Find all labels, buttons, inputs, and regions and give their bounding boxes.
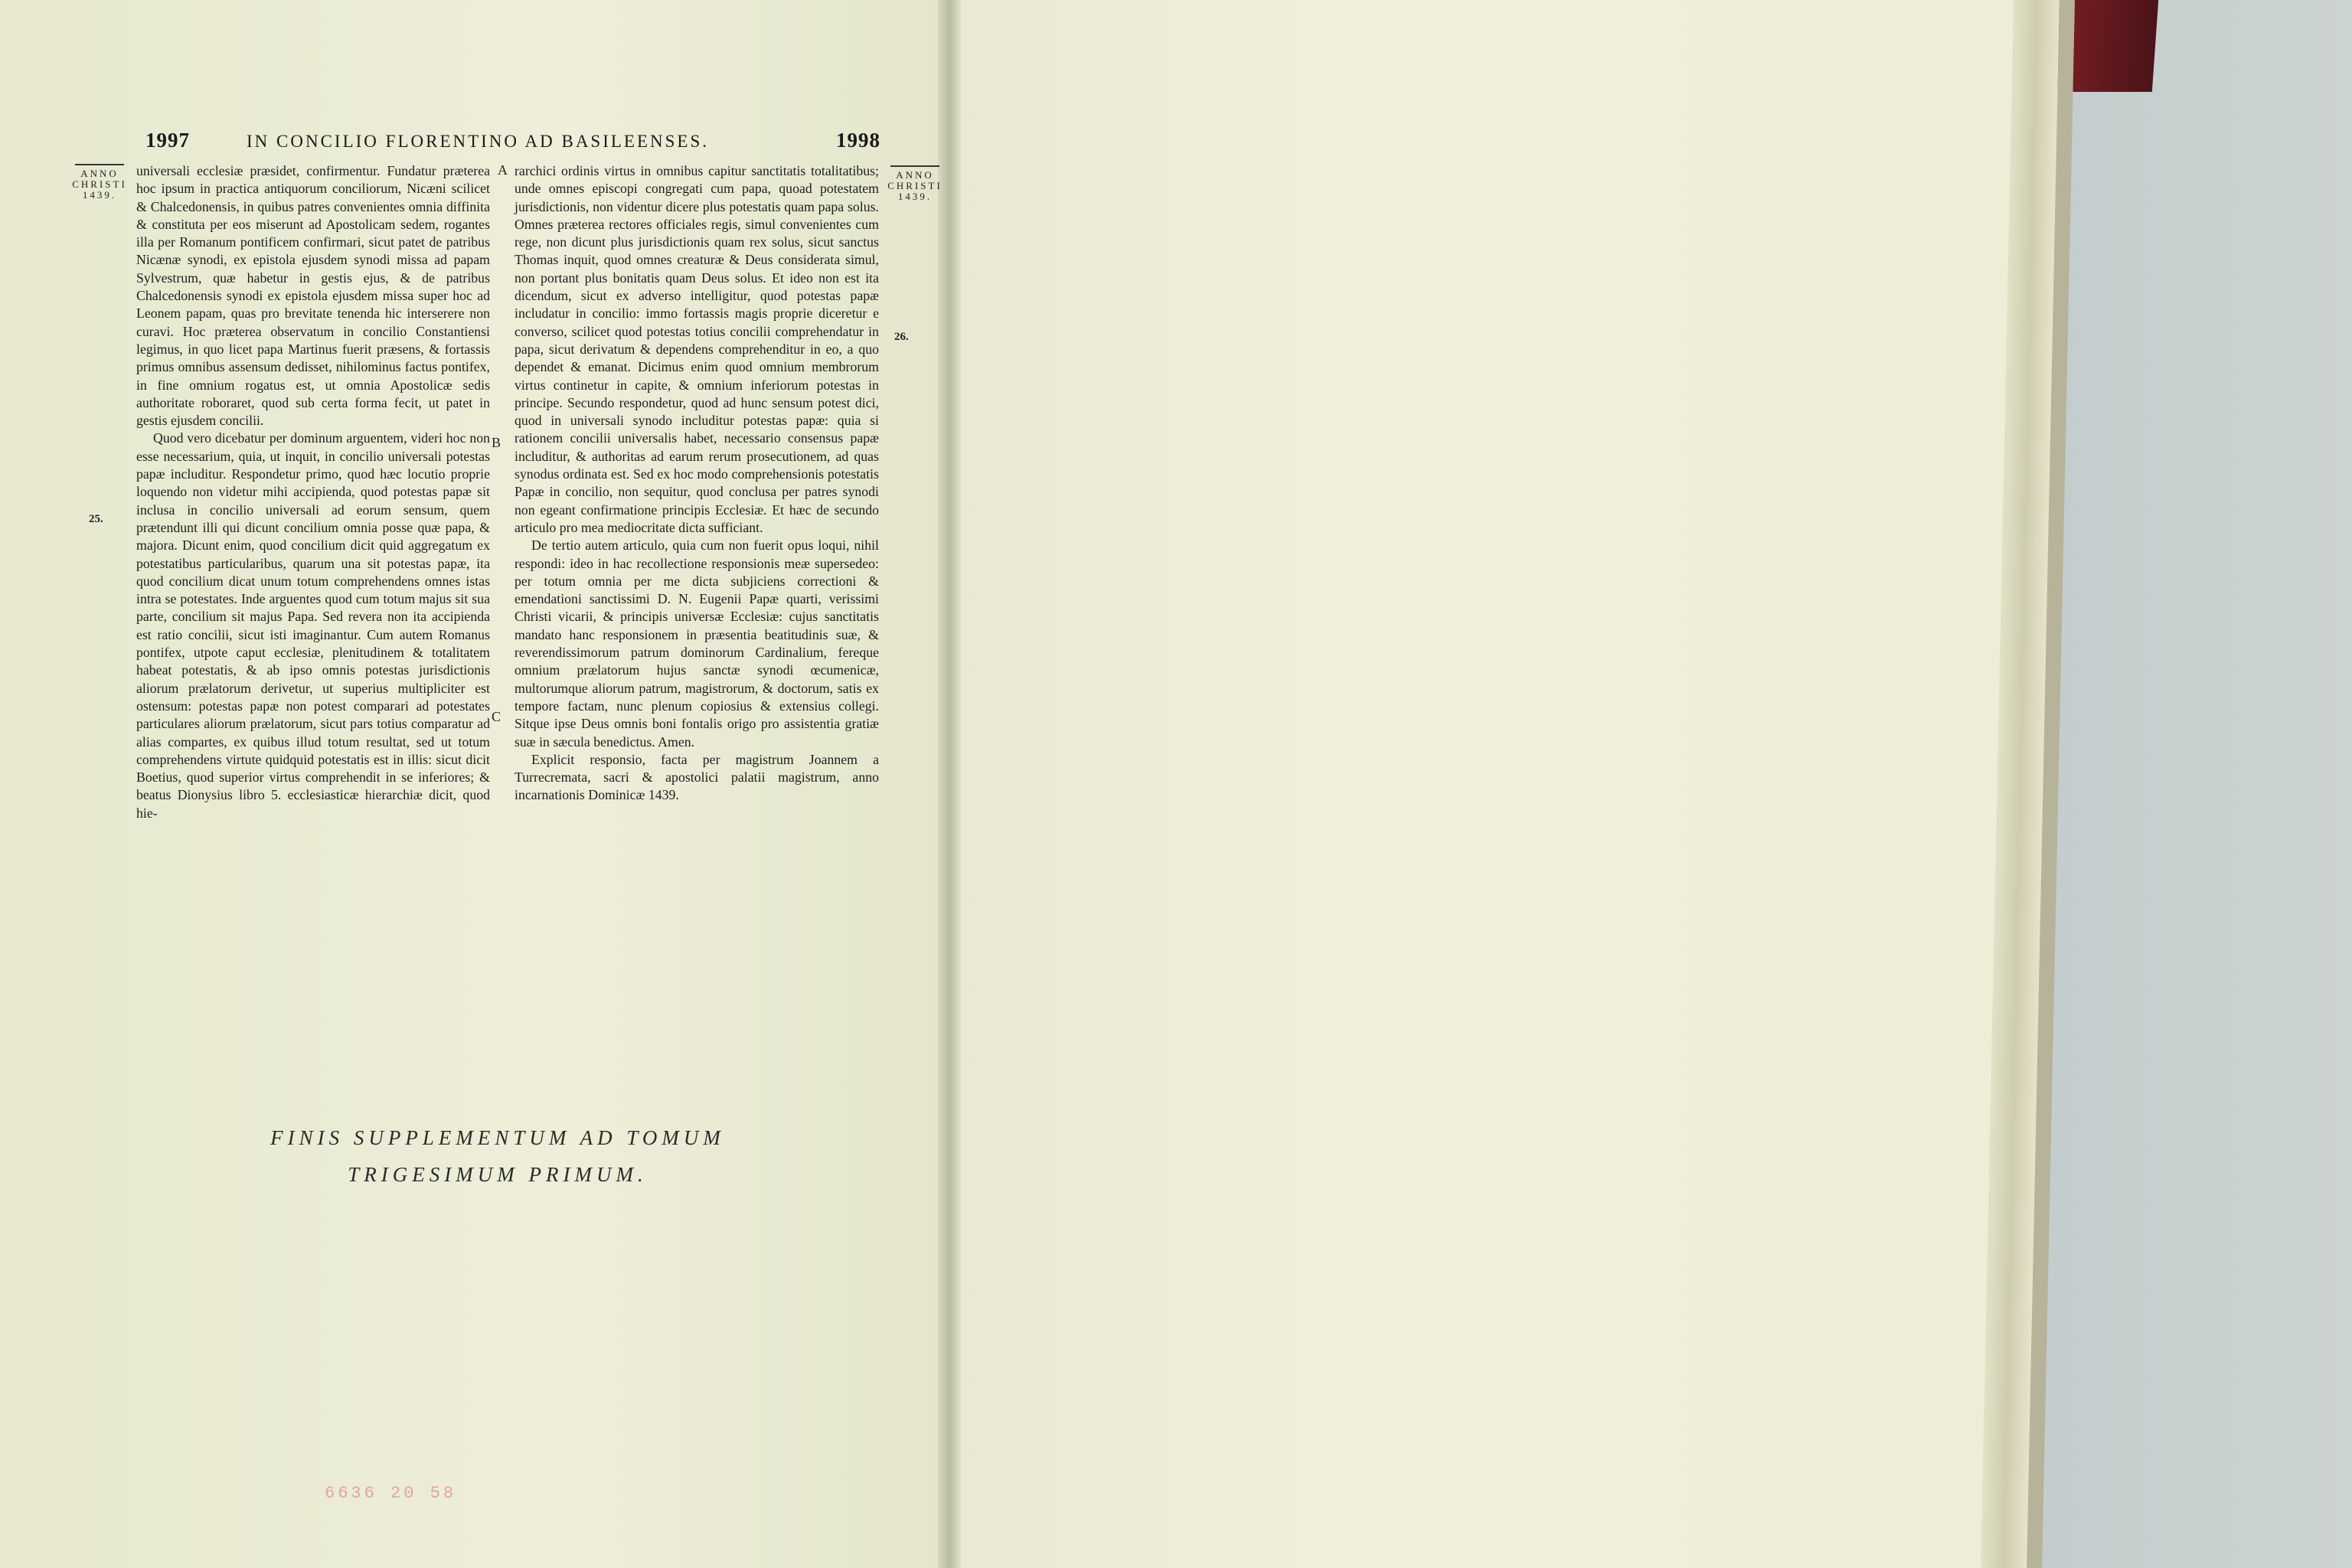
margin-note-right — [880, 165, 949, 202]
section-letter-a: A — [498, 162, 508, 178]
running-title: IN CONCILIO FLORENTINO AD BASILEENSES. — [247, 132, 710, 151]
margin-rule — [890, 165, 939, 167]
section-letter-c: C — [492, 709, 501, 724]
margin-year: 1439. — [82, 189, 117, 201]
margin-anno: ANNO — [80, 168, 119, 179]
page-number-left: 1997 — [145, 129, 190, 152]
margin-note-left — [61, 164, 138, 201]
finis-colophon — [184, 1119, 812, 1193]
book-gutter — [938, 0, 961, 1568]
text-column-left — [136, 162, 490, 822]
section-number-25: 25. — [89, 513, 103, 525]
paragraph: universali ecclesiæ præsidet, confirmentur. Fundatur præterea hoc ipsum in practica antiquorum conciliorum, Nicæni scilicet & Chalcedonensis, in quibus patres convenientes omnia diffinita & constituta per eos miserunt ad Apostolicam sedem, rogantes illa per Romanum pontificem confirmari, sicut patet de patribus Nicænæ synodi, ex epistola ejusdem synodi missa ad papam Sylvestrum, quæ habetur in gestis ejus, & de patribus Chalcedonensis synodi ex epistola ejusdem missa super hoc ad Leonem papam, quas pro brevitate tenenda hic interserere non curavi. Hoc præterea observatum in concilio Constantiensi legimus, in quo licet papa Martinus fuerit præsens, & fortassis primus omnibus assensum dedisset, nihilominus factus pontifex, in fine omnium rogatus est, ut omnia Apostolicæ sedis authoritate roboraret, quod sub certa forma fecit, ut patet in gestis ejusdem concilii. — [136, 163, 490, 429]
library-stamp: 6636 20 58 — [325, 1484, 457, 1503]
paragraph: Explicit responsio, facta per magistrum Joannem a Turrecremata, sacri & apostolici palatii magistrum, anno incarnationis Dominicæ 1439. — [514, 751, 879, 803]
margin-year: 1439. — [897, 191, 933, 202]
paragraph: Quod vero dicebatur per dominum arguentem, videri hoc non esse necessarium, quia, ut inquit, in concilio universali potestas papæ includitur. Respondetur primo, quod hæc locutio proprie loquendo non videtur mihi accipienda, quod potestas papæ sit inclusa in concilio universali ad eorum sensum, quem prætendunt illi qui dicunt concilium omnia posse quæ papa, & majora. Dicunt enim, quod concilium dicit quid aggregatum ex potestatibus particularibus, quarum una sit potestas papæ, ita quod concilium dicat unum totum comprehendens omnes istas intra se potestates. Inde arguentes quod cum totum majus sit sua parte, concilium sit majus Papa. Sed revera non ita accipienda est ratio concilii, sicut isti imaginantur. Cum autem Romanus pontifex, utpote caput ecclesiæ, plenitudinem & totalitatem habeat potestatis, & ab ipso omnis potestas jurisdictionis aliorum prælatorum derivetur, ut superius multipliciter est ostensum: potestas papæ non potest comparari ad potestates particulares aliorum prælatorum, sicut pars totius comparatur ad alias compartes, ex quibus illud totum resultat, sed ut totum comprehendens virtute quidquid potestatis est in illis: sicut dicit Boetius, quod superior virtus comprehendit in se inferiores; & beatus Dionysius libro 5. ecclesiasticæ hierarchiæ dicit, quod hie- — [136, 430, 490, 821]
margin-anno: ANNO — [896, 169, 934, 181]
right-page-blank — [957, 0, 2017, 1568]
margin-rule — [75, 164, 124, 165]
section-letter-b: B — [492, 435, 501, 450]
running-header — [145, 129, 880, 159]
paragraph: rarchici ordinis virtus in omnibus capitur sanctitatis totalitatibus; unde omnes episcopi congregati cum papa, quoad potestatem jurisdictionis, non videntur dicere plus potestatis quam papa solus. Omnes præterea rectores officiales regis, simul convenientes cum rege, non dicunt plus jurisdictionis quam rex solus, sicut sanctus Thomas inquit, quod omnes creaturæ & Deus considerata simul, non portant plus bonitatis quam Deus solus. Et ideo non est ita dicendum, sicut ex adverso intelligitur, quod potestas papæ includatur in concilio: immo fortassis magis proprie diceretur e converso, scilicet quod potestas totius concilii comprehendatur in papa, sicut derivatum & dependens comprehenditur in eo, a quo dependet & emanat. Dicimus enim quod omnium membrorum virtus continetur in capite, & omnium inferiorum potestas in principe. Secundo respondetur, quod ad hunc sensum potest dici, quod in universali synodo includitur potestas papæ: quia si rationem concilii universalis habet, necessario consensus papæ includitur, & authoritas ad earum rerum prosecutionem, ad quas synodus ordinata est. Sed ex hoc modo comprehensionis potestatis Papæ in concilio, non sequitur, quod conclusa per patres synodi non egeant confirmatione principis Ecclesiæ. Et hæc de secundo articulo pro mea mediocritate dicta sufficiant. — [514, 163, 879, 535]
finis-line-2: TRIGESIMUM PRIMUM. — [348, 1163, 648, 1186]
section-number-26: 26. — [894, 331, 909, 343]
finis-line-1: FINIS SUPPLEMENTUM AD TOMUM — [270, 1126, 725, 1149]
margin-christi: CHRISTI — [72, 178, 127, 190]
page-number-right: 1998 — [836, 129, 880, 152]
paragraph: De tertio autem articulo, quia cum non fuerit opus loqui, nihil respondi: ideo in hac recollectione responsionis meæ supersedeo: per totum omnia per me dicta subjiciens correctioni & emendationi sanctissimi D. N. Eugenii Papæ quarti, verissimi Christi vicarii, & principis universæ Ecclesiæ: cujus sanctitatis mandato hanc responsionem in præsentia beatitudinis suæ, & reverendissimorum patrum dominorum Cardinalium, fereque omnium prælatorum hujus sanctæ synodi œcumenicæ, multorumque aliorum patrum, magistrorum, & doctorum, satis ex tempore factam, nunc plenum copiosius & extensius collegi. Sitque ipse Deus omnis boni fontalis origo pro assistentia gratiæ suæ in sæcula benedictus. Amen. — [514, 537, 879, 750]
margin-christi: CHRISTI — [887, 180, 942, 191]
text-column-right — [514, 162, 879, 805]
